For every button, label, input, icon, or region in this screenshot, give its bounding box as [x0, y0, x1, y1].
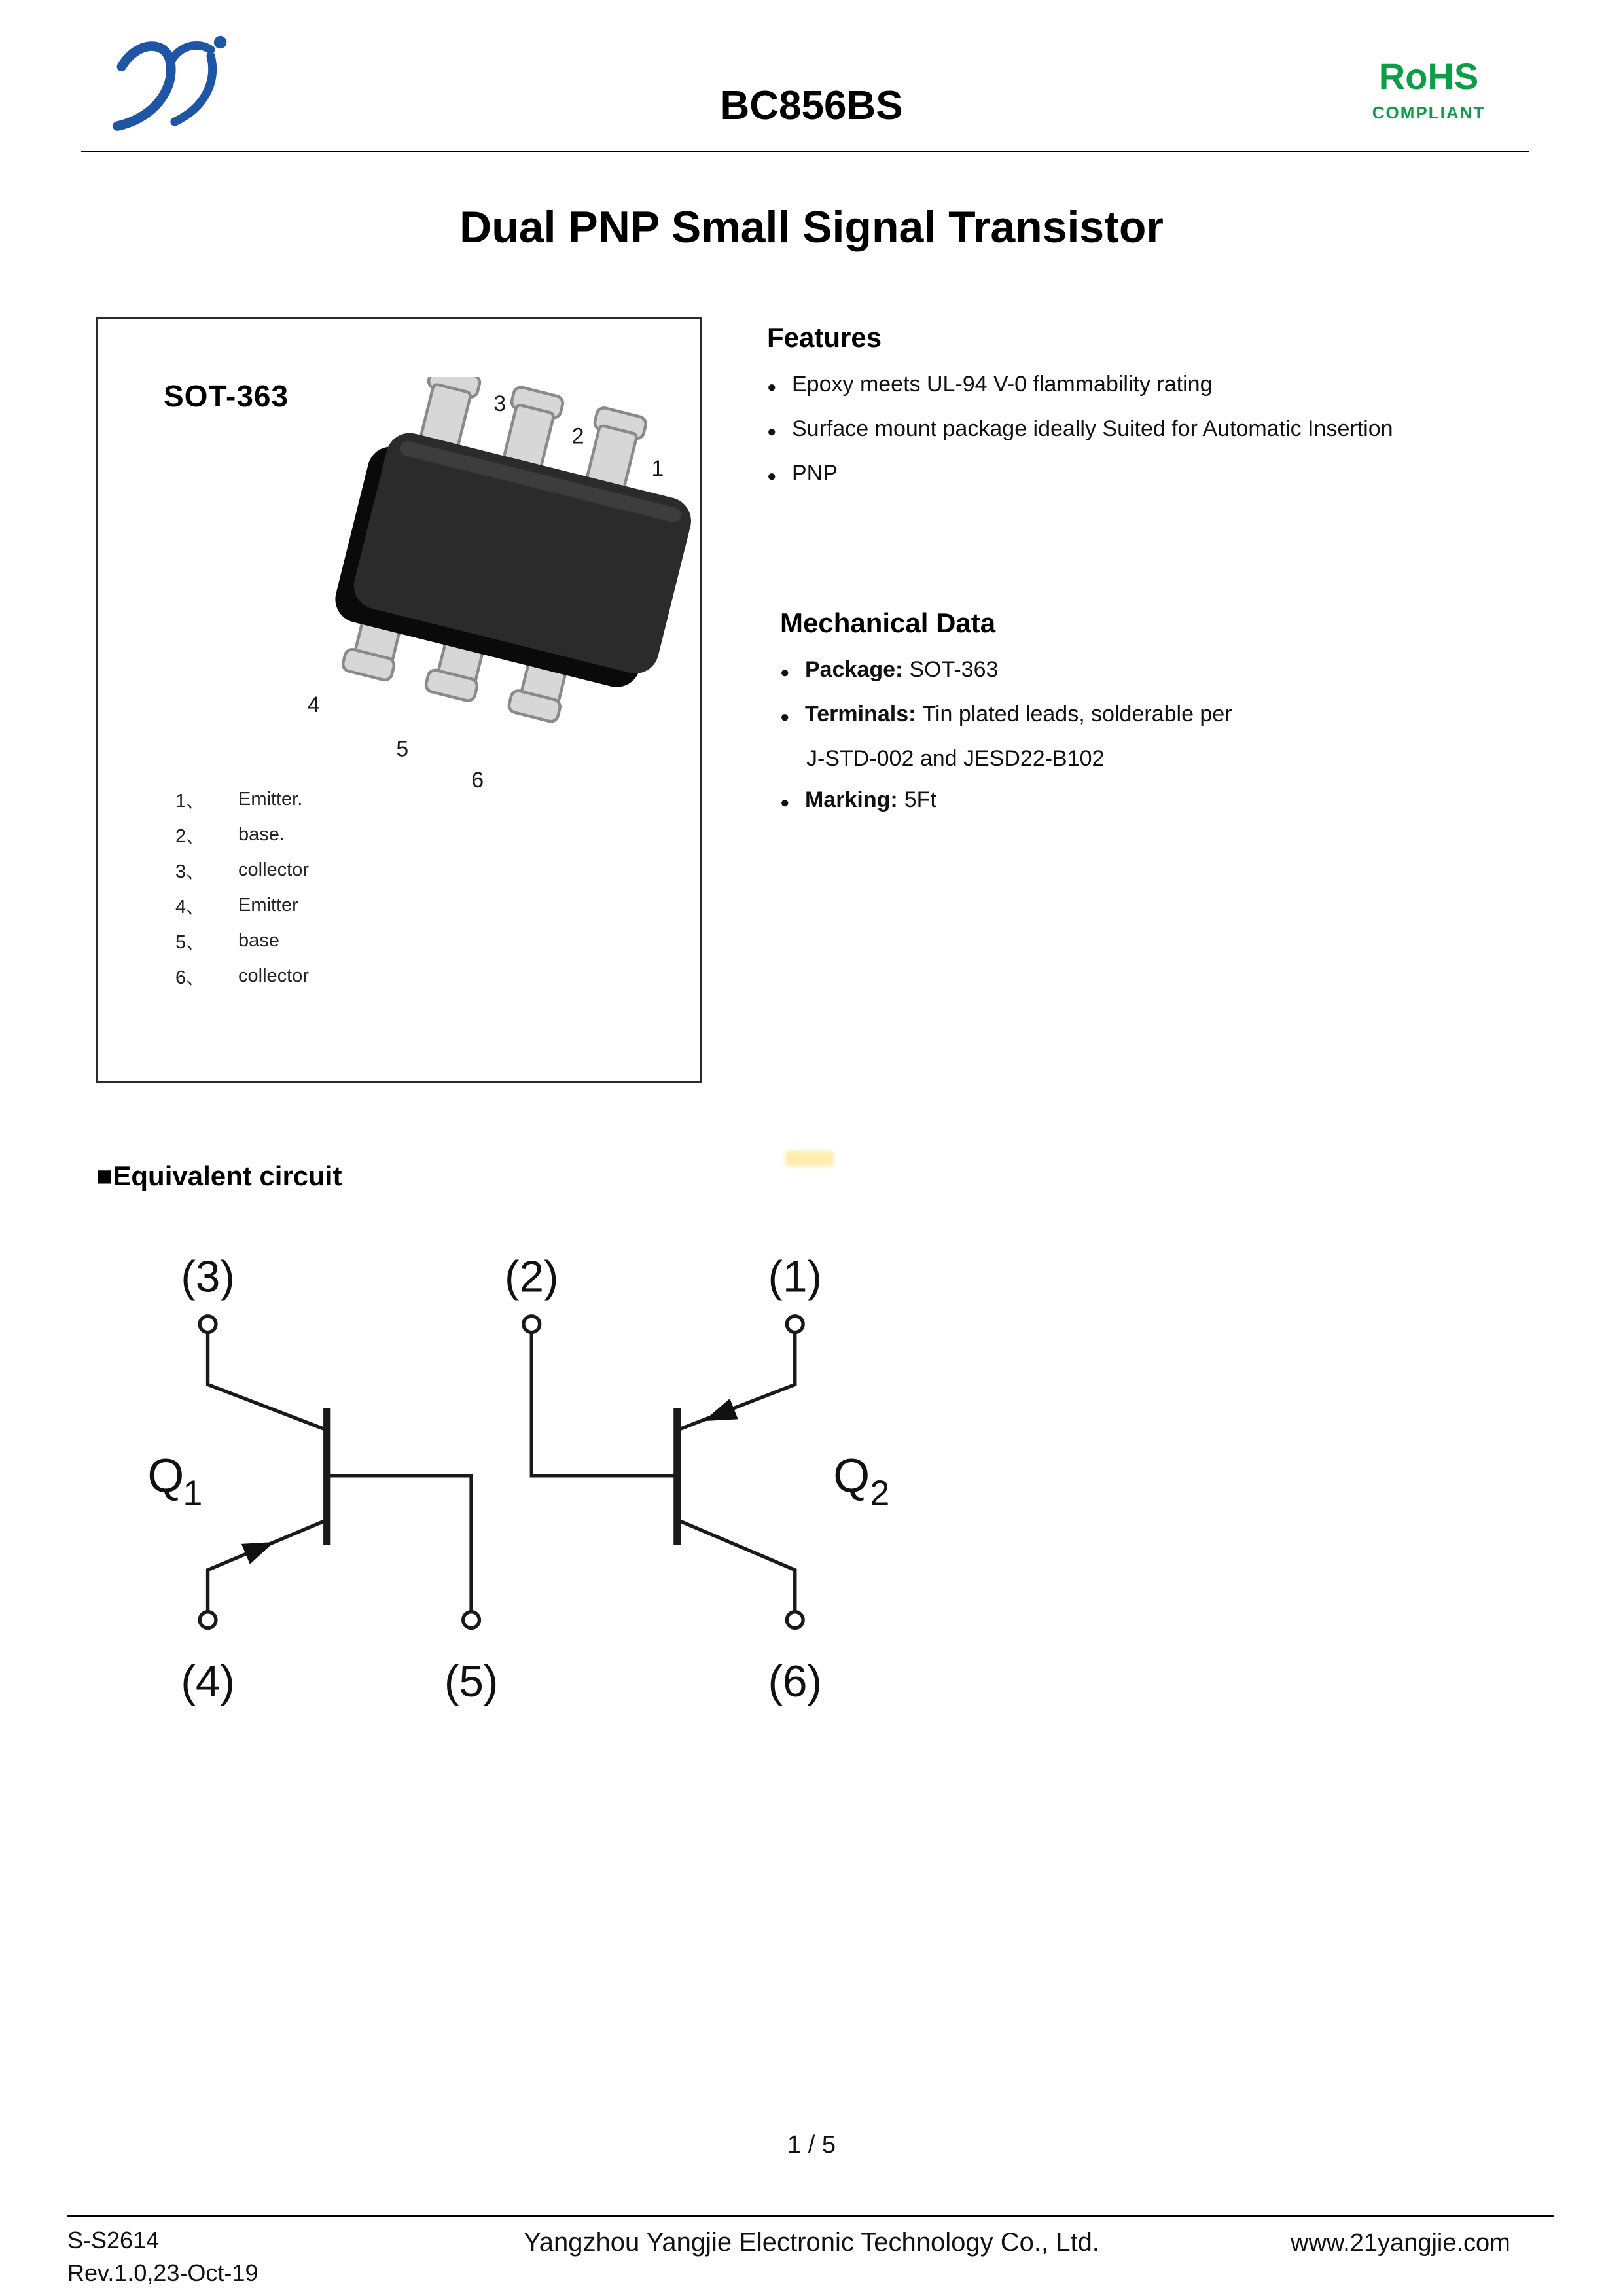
features-heading: Features	[767, 322, 882, 353]
doc-number: S-S2614	[67, 2227, 160, 2253]
pin-function: Emitter.	[238, 788, 303, 810]
bullet-icon: ●	[767, 378, 777, 396]
pin-number: 6、	[175, 967, 205, 988]
pin-row	[175, 958, 309, 994]
q2-label: Q	[833, 1450, 870, 1503]
package-diagram-box	[96, 317, 702, 1083]
pin-callout-3: 3	[493, 391, 507, 416]
equivalent-circuit-diagram	[118, 1223, 972, 1738]
watermark	[785, 1151, 834, 1166]
mechanical-value-continued: J-STD-002 and JESD22-B102	[806, 746, 1105, 771]
pin-callout-5: 5	[396, 736, 409, 762]
terminal-label-4: (4)	[181, 1657, 235, 1707]
mechanical-value: 5Ft	[904, 787, 936, 812]
page-number: 1 / 5	[787, 2131, 836, 2159]
pin-row	[175, 817, 309, 852]
mechanical-item	[780, 786, 1533, 817]
pin-callout-6: 6	[471, 767, 484, 793]
terminal-label-3: (3)	[181, 1252, 235, 1302]
part-number-title: BC856BS	[720, 83, 903, 128]
mechanical-label: Terminals:	[805, 702, 916, 726]
pin-number: 2、	[175, 825, 205, 847]
bullet-icon: ●	[780, 794, 790, 812]
pin-number: 1、	[175, 790, 205, 812]
feature-item	[767, 415, 1539, 446]
transistor-q2	[524, 1316, 803, 1628]
q2-label-sub: 2	[870, 1473, 890, 1513]
feature-item	[767, 459, 1539, 490]
rohs-badge	[1353, 55, 1504, 123]
pin-number: 5、	[175, 931, 205, 953]
mechanical-item	[780, 700, 1533, 731]
sot-363-package-image	[98, 377, 704, 805]
bullet-icon: ●	[780, 664, 790, 681]
pin-callout-4: 4	[308, 692, 320, 717]
pin-function: collector	[238, 965, 309, 986]
terminal-label-1: (1)	[768, 1252, 822, 1302]
pin-function: base	[238, 929, 279, 951]
q2-emitter-arrow	[704, 1399, 738, 1421]
pin-row	[175, 852, 309, 888]
pin-row	[175, 888, 309, 923]
mechanical-label: Marking:	[805, 787, 898, 812]
website: www.21yangjie.com	[1291, 2229, 1510, 2257]
logo-dot	[214, 36, 226, 48]
pin-list	[175, 781, 309, 994]
mechanical-data-heading: Mechanical Data	[780, 607, 996, 638]
terminal-label-2: (2)	[505, 1252, 559, 1302]
rohs-compliant-label: COMPLIANT	[1372, 103, 1486, 122]
package-body	[349, 428, 696, 679]
mechanical-value: Tin plated leads, solderable per	[922, 702, 1232, 726]
q1-label: Q	[147, 1450, 185, 1503]
bullet-icon: ●	[767, 467, 777, 485]
transistor-q1	[200, 1316, 479, 1628]
rohs-label: RoHS	[1378, 56, 1479, 97]
equivalent-circuit-heading: ■Equivalent circuit	[96, 1160, 342, 1191]
mechanical-value: SOT-363	[909, 657, 999, 682]
pin-row	[175, 781, 309, 817]
bullet-icon: ●	[780, 708, 790, 726]
feature-item	[767, 370, 1539, 401]
company-name: Yangzhou Yangjie Electronic Technology Co., Ltd.	[524, 2228, 1099, 2257]
features-section	[767, 322, 1539, 504]
pin-callout-1: 1	[651, 456, 664, 482]
pin-function: collector	[238, 859, 309, 880]
pin-function: base.	[238, 823, 285, 845]
pin-number: 3、	[175, 861, 205, 882]
pin-number: 4、	[175, 896, 205, 918]
page-title: Dual PNP Small Signal Transistor	[459, 202, 1164, 252]
header-divider	[81, 151, 1529, 152]
q1-emitter-arrow	[241, 1542, 274, 1564]
pin-callout-2: 2	[571, 423, 584, 449]
terminal-label-5: (5)	[444, 1657, 499, 1707]
terminal-label-6: (6)	[768, 1657, 822, 1707]
mechanical-data-section	[780, 607, 1533, 831]
bullet-icon: ●	[767, 423, 777, 440]
feature-text: PNP	[792, 461, 838, 486]
feature-text: Epoxy meets UL-94 V-0 flammability rating	[792, 372, 1213, 397]
revision: Rev.1.0,23-Oct-19	[67, 2259, 259, 2286]
feature-text: Surface mount package ideally Suited for Automatic Insertion	[792, 416, 1393, 441]
footer-divider	[67, 2215, 1554, 2217]
package-name: SOT-363	[164, 379, 289, 413]
mechanical-label: Package:	[805, 657, 903, 682]
q1-label-sub: 1	[183, 1473, 203, 1513]
pin-function: Emitter	[238, 894, 298, 916]
pin-row	[175, 923, 309, 958]
mechanical-item	[780, 656, 1533, 687]
